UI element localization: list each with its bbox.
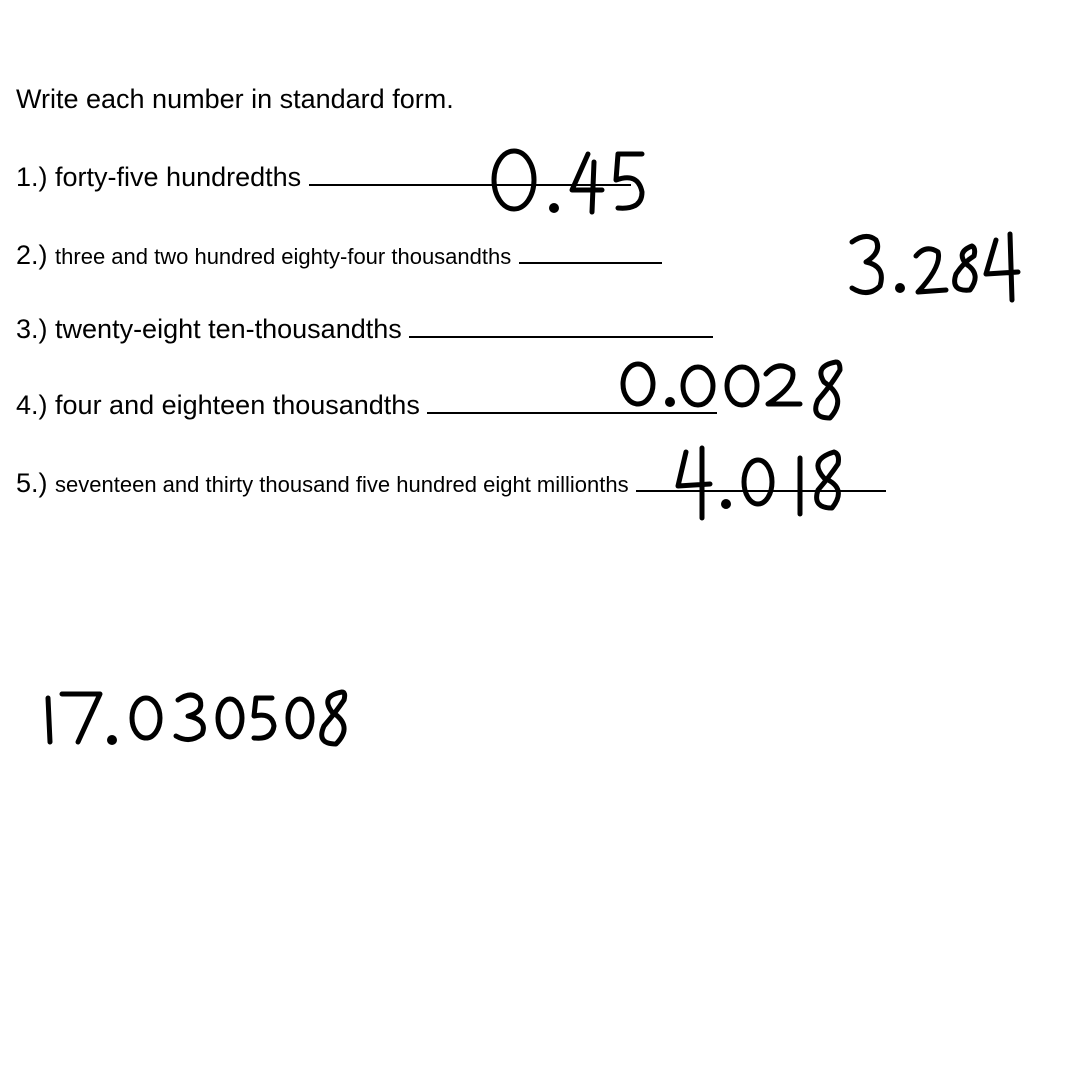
question-number: 3.) [16, 314, 48, 344]
handwritten-answer-3 [618, 356, 858, 436]
answer-blank[interactable] [519, 240, 662, 264]
handwritten-answer-5 [36, 684, 356, 754]
handwritten-answer-1 [488, 140, 658, 230]
question-number: 2.) [16, 240, 48, 270]
question-2 [16, 240, 662, 271]
answer-blank[interactable] [409, 314, 713, 338]
handwritten-answer-2 [846, 230, 1026, 305]
question-3 [16, 314, 713, 345]
question-prompt: seventeen and thirty thousand five hundred eight millionths [55, 472, 629, 497]
question-number: 5.) [16, 468, 48, 498]
instructions: Write each number in standard form. [16, 84, 454, 114]
question-4 [16, 390, 717, 421]
question-prompt: twenty-eight ten-thousandths [55, 314, 402, 344]
question-number: 1.) [16, 162, 48, 192]
question-prompt: three and two hundred eighty-four thousandths [55, 244, 512, 269]
handwritten-answer-4 [672, 444, 862, 524]
question-number: 4.) [16, 390, 48, 420]
question-prompt: four and eighteen thousandths [55, 390, 420, 420]
question-prompt: forty-five hundredths [55, 162, 302, 192]
